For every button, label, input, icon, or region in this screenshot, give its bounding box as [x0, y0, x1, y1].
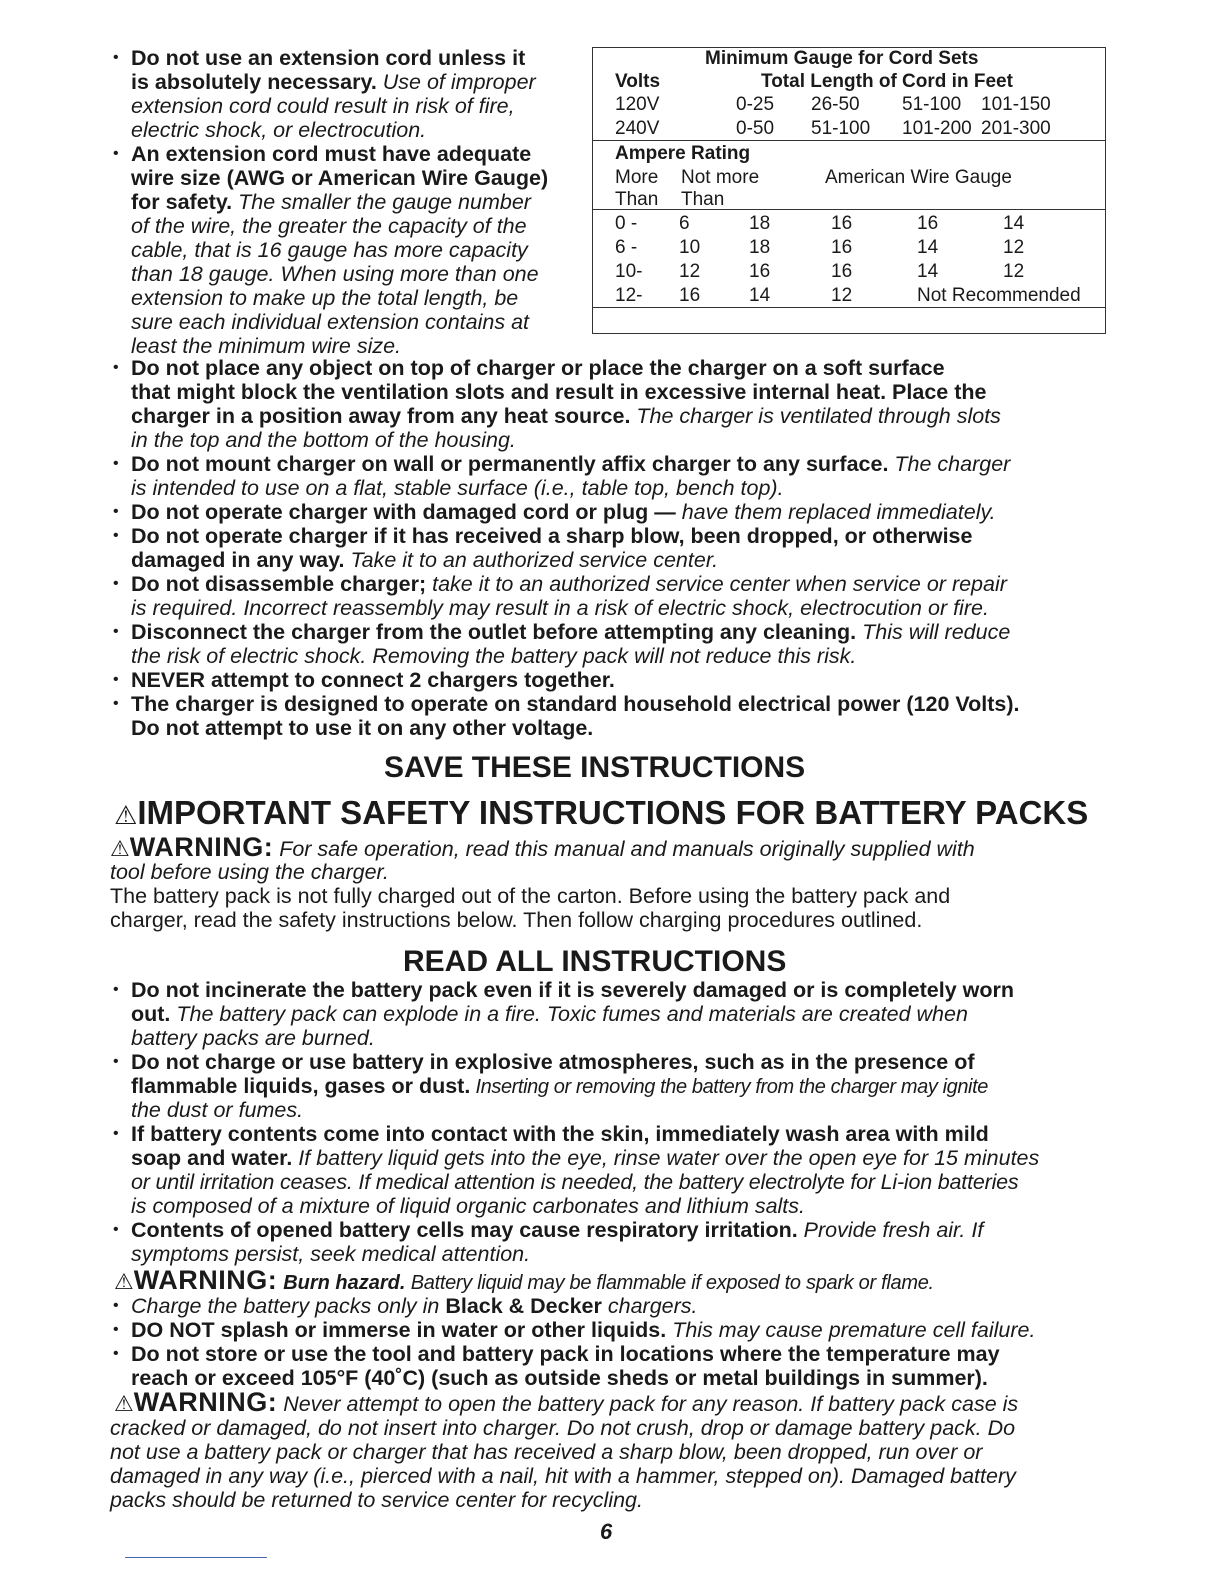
gauge-cell: 14 [1003, 213, 1025, 234]
amp-header: Ampere Rating [615, 143, 751, 164]
bullet-dot: • [113, 503, 119, 520]
bullet-dot: • [113, 1221, 119, 1238]
warning-text: Battery liquid may be flammable if exposed to spark or flame. [405, 1272, 934, 1294]
burn-hazard-label: Burn hazard. [283, 1272, 406, 1294]
gauge-cell: 16 [917, 213, 939, 234]
text-line: Contents of opened battery cells may cause respiratory irritation. Provide fresh air. If [131, 1218, 984, 1242]
table-rule [593, 140, 1105, 141]
bullet-dot: • [113, 981, 119, 998]
heading-text: IMPORTANT SAFETY INSTRUCTIONS FOR BATTERY PACKS [137, 794, 1089, 831]
warning-block [110, 834, 975, 862]
amp-to-cell: 16 [679, 285, 701, 306]
amp-to-cell: 10 [679, 237, 701, 258]
text-line: electric shock, or electrocution. [131, 118, 427, 142]
gauge-cell: 12 [831, 285, 853, 306]
bullet-dot: • [113, 1345, 119, 1362]
text-line: not use a battery pack or charger that has received a sharp blow, been dropped, run over or [110, 1440, 983, 1464]
battery-safety-heading [114, 793, 1088, 835]
gauge-cell: 18 [749, 237, 771, 258]
not-more-header: Not more [681, 167, 760, 188]
text-line: Do not operate charger if it has received a sharp blow, been dropped, or otherwise [131, 524, 973, 548]
text-line: DO NOT splash or immerse in water or other liquids. This may cause premature cell failure. [131, 1318, 1036, 1342]
text-line: packs should be returned to service center for recycling. [110, 1488, 643, 1512]
length-cell: 51-100 [902, 94, 962, 115]
length-cell: 0-25 [736, 94, 775, 115]
gauge-cell: 18 [749, 213, 771, 234]
length-cell: 101-200 [902, 118, 972, 139]
text-line: Do not mount charger on wall or permanently affix charger to any surface. The charger [131, 452, 1011, 476]
text-line: symptoms persist, seek medical attention. [131, 1242, 531, 1266]
length-cell: 51-100 [811, 118, 871, 139]
text-line: or until irritation ceases. If medical attention is needed, the battery electrolyte for Li-ion batteries [131, 1170, 1019, 1194]
amp-to-cell: 12 [679, 261, 701, 282]
gauge-cell: 16 [831, 213, 853, 234]
volt-cell: 120V [615, 94, 660, 115]
volt-cell: 240V [615, 118, 660, 139]
footer-rule [125, 1557, 267, 1558]
amp-from-cell: 12- [615, 285, 643, 306]
text-line: damaged in any way (i.e., pierced with a nail, hit with a hammer, stepped on). Damaged battery [110, 1464, 1016, 1488]
text-line: than 18 gauge. When using more than one [131, 262, 539, 286]
text-line: charger in a position away from any heat source. The charger is ventilated through slots [131, 404, 1001, 428]
warning-block [114, 1388, 1018, 1418]
text-line: If battery contents come into contact with the skin, immediately wash area with mild [131, 1122, 989, 1146]
warning-triangle-icon: ⚠ [114, 800, 138, 830]
table-rule [593, 307, 1105, 308]
than-header: Than [615, 189, 659, 210]
text-line: least the minimum wire size. [131, 334, 402, 358]
gauge-cell: 16 [831, 261, 853, 282]
text-line: damaged in any way. Take it to an authorized service center. [131, 548, 719, 572]
page-number: 6 [600, 1519, 613, 1544]
warning-triangle-icon: ⚠ [114, 1269, 134, 1294]
text-line: that might block the ventilation slots and result in excessive internal heat. Place the [131, 380, 987, 404]
text-line: reach or exceed 105°F (40˚C) (such as outside sheds or metal buildings in summer). [131, 1366, 988, 1390]
not-recommended-cell: Not Recommended [917, 285, 1081, 306]
text-line: battery packs are burned. [131, 1026, 375, 1050]
bullet-dot: • [113, 671, 119, 688]
length-cell: 101-150 [981, 94, 1051, 115]
table-title: Minimum Gauge for Cord Sets [705, 48, 979, 69]
gauge-cell: 16 [831, 237, 853, 258]
bullet-dot: • [113, 1321, 119, 1338]
text-line: soap and water. If battery liquid gets into the eye, rinse water over the open eye for 15 minutes [131, 1146, 1040, 1170]
text-line: The battery pack is not fully charged out of the carton. Before using the battery pack and [110, 884, 951, 908]
text-line: Do not incinerate the battery pack even if it is severely damaged or is completely worn [131, 978, 1014, 1002]
text-line: Do not attempt to use it on any other voltage. [131, 716, 594, 740]
text-line: in the top and the bottom of the housing. [131, 428, 516, 452]
amp-to-cell: 6 [679, 213, 690, 234]
text-line: Do not charge or use battery in explosive atmospheres, such as in the presence of [131, 1050, 975, 1074]
gauge-cell: 16 [749, 261, 771, 282]
bullet-dot: • [113, 695, 119, 712]
than-header: Than [681, 189, 725, 210]
text-line: charger, read the safety instructions below. Then follow charging procedures outlined. [110, 908, 923, 932]
amp-from-cell: 0 - [615, 213, 638, 234]
bullet-dot: • [113, 623, 119, 640]
text-line: is intended to use on a flat, stable surface (i.e., table top, bench top). [131, 476, 784, 500]
text-line: cable, that is 16 gauge has more capacity [131, 238, 528, 262]
bullet-dot: • [113, 1053, 119, 1070]
text-line: extension cord could result in risk of fire, [131, 94, 515, 118]
length-header: Total Length of Cord in Feet [761, 71, 1013, 92]
gauge-cell: 14 [917, 261, 939, 282]
warning-triangle-icon: ⚠ [110, 836, 130, 861]
gauge-cell: 14 [749, 285, 771, 306]
save-instructions-heading: SAVE THESE INSTRUCTIONS [384, 751, 806, 784]
text-line: Do not place any object on top of charger or place the charger on a soft surface [131, 356, 945, 380]
length-cell: 0-50 [736, 118, 775, 139]
text-line: out. The battery pack can explode in a fire. Toxic fumes and materials are created when [131, 1002, 968, 1026]
text-line: Disconnect the charger from the outlet before attempting any cleaning. This will reduce [131, 620, 1011, 644]
text-line: of the wire, the greater the capacity of the [131, 214, 527, 238]
text-line: An extension cord must have adequate [131, 142, 532, 166]
length-cell: 26-50 [811, 94, 860, 115]
amp-from-cell: 10- [615, 261, 643, 282]
bullet-dot: • [113, 455, 119, 472]
bullet-dot: • [113, 527, 119, 544]
length-cell: 201-300 [981, 118, 1051, 139]
text-line: is composed of a mixture of liquid organic carbonates and lithium salts. [131, 1194, 806, 1218]
warning-label: WARNING: [133, 1265, 278, 1295]
text-line: is required. Incorrect reassembly may result in a risk of electric shock, electrocution or fire. [131, 596, 989, 620]
text-line: Do not store or use the tool and battery pack in locations where the temperature may [131, 1342, 1000, 1366]
text-line: The charger is designed to operate on standard household electrical power (120 Volts). [131, 692, 1020, 716]
bullet-dot: • [113, 1125, 119, 1142]
gauge-cell: 12 [1003, 261, 1025, 282]
text-line: flammable liquids, gases or dust. Inserting or removing the battery from the charger may ignite [131, 1074, 988, 1098]
text-line: is absolutely necessary. Use of improper [131, 70, 536, 94]
text-line: the risk of electric shock. Removing the battery pack will not reduce this risk. [131, 644, 857, 668]
text-line: NEVER attempt to connect 2 chargers together. [131, 668, 615, 692]
cord-gauge-table [592, 47, 1106, 334]
awg-header: American Wire Gauge [825, 167, 1012, 188]
text-line: cracked or damaged, do not insert into charger. Do not crush, drop or damage battery pack. Do [110, 1416, 1016, 1440]
text-line: sure each individual extension contains at [131, 310, 530, 334]
warning-label: WARNING: [129, 832, 274, 862]
text-line: Do not use an extension cord unless it [131, 46, 526, 70]
bullet-dot: • [113, 575, 119, 592]
text-line: Do not disassemble charger; take it to an authorized service center when service or repair [131, 572, 1007, 596]
text-line: wire size (AWG or American Wire Gauge) [131, 166, 549, 190]
warning-block [114, 1266, 934, 1297]
more-header: More [615, 167, 659, 188]
warning-text: For safe operation, read this manual and manuals originally supplied with [279, 837, 975, 861]
bullet-dot: • [113, 49, 119, 66]
table-rule [593, 209, 1105, 210]
amp-from-cell: 6 - [615, 237, 638, 258]
gauge-cell: 14 [917, 237, 939, 258]
read-instructions-heading: READ ALL INSTRUCTIONS [403, 945, 787, 978]
bullet-dot: • [113, 359, 119, 376]
text-line: the dust or fumes. [131, 1098, 304, 1122]
gauge-cell: 12 [1003, 237, 1025, 258]
text-line: Charge the battery packs only in Black & Decker chargers. [131, 1294, 698, 1318]
text-line: extension to make up the total length, be [131, 286, 519, 310]
warning-label: WARNING: [133, 1387, 278, 1417]
bullet-dot: • [113, 1297, 119, 1314]
volts-header: Volts [615, 71, 661, 92]
warning-triangle-icon: ⚠ [114, 1391, 134, 1416]
text-line: for safety. The smaller the gauge number [131, 190, 531, 214]
bullet-dot: • [113, 145, 119, 162]
warning-text: Never attempt to open the battery pack for any reason. If battery pack case is [283, 1392, 1019, 1416]
text-line: tool before using the charger. [110, 860, 389, 884]
text-line: Do not operate charger with damaged cord or plug — have them replaced immediately. [131, 500, 996, 524]
